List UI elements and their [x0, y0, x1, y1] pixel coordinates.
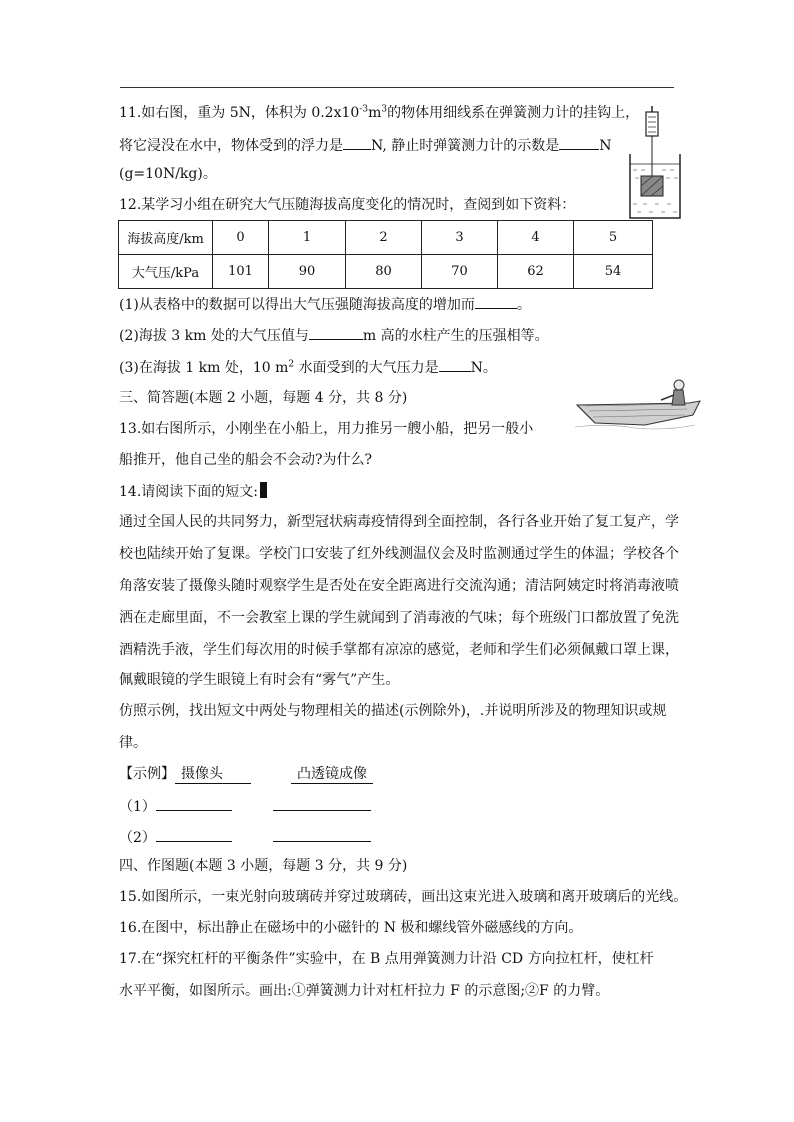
table-cell: 1 [269, 221, 346, 255]
q12-part3-text2: 水面受到的大气压力是 [294, 360, 439, 376]
q14-passage-3: 角落安装了摄像头随时观察学生是否处在安全距离进行交流沟通；清洁阿姨定时将消毒液喷 [119, 578, 679, 594]
section-3-heading: 三、简答题(本题 2 小题，每题 4 分，共 8 分) [119, 390, 408, 406]
q11-blank-reading[interactable] [559, 135, 599, 150]
q12-blank-1[interactable] [475, 294, 517, 309]
item-1-label: （1） [119, 799, 156, 815]
q12-part2 [119, 325, 549, 345]
q12-part1 [119, 294, 531, 314]
q12-part3-end: N。 [470, 360, 497, 376]
q14-instruction-1: 仿照示例，找出短文中两处与物理相关的描述(示例除外)，.并说明所涉及的物理知识或规 [119, 703, 667, 719]
q14-item-2 [119, 827, 371, 847]
table-cell: 2 [346, 221, 422, 255]
q12-part2-end: m 高的水柱产生的压强相等。 [362, 328, 549, 344]
q12-part1-text: (1)从表格中的数据可以得出大气压强随海拔高度的增加而 [119, 297, 475, 313]
q12-part3 [119, 357, 497, 377]
q14-instruction-2: 律。 [119, 735, 147, 751]
boat-figure [575, 375, 705, 433]
example-answer-b: 凸透镜成像 [291, 765, 373, 784]
q14-passage-5: 酒精洗手液，学生们每次用的时候手掌都有凉凉的感觉，老师和学生们必须佩戴口罩上课， [119, 642, 679, 658]
table-cell: 101 [213, 255, 269, 289]
answer-blank-1b[interactable] [273, 796, 371, 811]
q11-blank-buoyancy[interactable] [343, 135, 371, 150]
q16: 16.在图中，标出静止在磁场中的小磁针的 N 极和螺线管外磁感线的方向。 [119, 920, 583, 936]
q13-line1: 13.如右图所示，小刚坐在小船上，用力推另一艘小船，把另一般小 [119, 421, 534, 437]
q12-part2-text: (2)海拔 3 km 处的大气压值与 [119, 328, 309, 344]
table-cell: 70 [422, 255, 498, 289]
q12-blank-2[interactable] [309, 325, 363, 340]
q13-line2: 船推开，他自己坐的船会不会动?为什么? [119, 452, 373, 468]
q11-text3: 将它浸没在水中，物体受到的浮力是 [119, 138, 343, 154]
answer-blank-1a[interactable] [156, 796, 232, 811]
q12-exponent: 2 [288, 359, 295, 370]
table-row [119, 221, 653, 255]
section-4-heading: 四、作图题(本题 3 小题，每题 3 分，共 9 分) [119, 858, 408, 874]
q11-line1 [119, 104, 639, 122]
header-rule [120, 87, 674, 88]
table-cell: 62 [498, 255, 574, 289]
answer-blank-2b[interactable] [273, 827, 371, 842]
q11-text5: N [599, 138, 612, 154]
table-cell: 5 [574, 221, 653, 255]
q14-passage-1: 通过全国人民的共同努力，新型冠状病毒疫情得到全面控制，各行各业开始了复工复产，学 [119, 514, 679, 530]
item-2-label: （2） [119, 830, 156, 846]
q14-passage-4: 洒在走廊里面，不一会教室上课的学生就闻到了消毒液的气味；每个班级门口都放置了免洗 [119, 610, 679, 626]
table-cell: 大气压/kPa [119, 255, 213, 289]
q11-text: 11.如右图，重为 5N，体积为 0.2x10 [119, 105, 360, 121]
q17-line1: 17.在“探究杠杆的平衡条件”实验中，在 B 点用弹簧测力计沿 CD 方向拉杠杆，使杠杆 [119, 951, 654, 967]
table-cell: 0 [213, 221, 269, 255]
text-cursor [260, 482, 267, 498]
q12-part3-text: (3)在海拔 1 km 处，10 m [119, 360, 289, 376]
table-cell: 3 [422, 221, 498, 255]
q12-part1-end: 。 [516, 297, 531, 313]
q11-unit: m [368, 105, 382, 121]
q17-line2: 水平平衡，如图所示。画出:①弹簧测力计对杠杆拉力 F 的示意图;②F 的力臂。 [119, 983, 610, 999]
q14-line1 [119, 482, 267, 501]
q14-title: 14.请阅读下面的短文: [119, 484, 258, 500]
q14-item-1 [119, 796, 371, 816]
q11-line2 [119, 135, 612, 155]
q12-blank-3[interactable] [439, 357, 471, 372]
spring-scale-beaker-figure [624, 104, 684, 222]
q14-example [119, 765, 373, 784]
q11-exponent2: 3 [381, 104, 388, 115]
q14-passage-2: 校也陆续开始了复课。学校门口安装了红外线测温仪会及时监测通过学生的体温；学校各个 [119, 546, 679, 562]
q11-line3: (g=10N/kg)。 [119, 166, 217, 182]
example-label: 【示例】 [119, 766, 175, 782]
table-cell: 4 [498, 221, 574, 255]
q11-text4: N, 静止时弹簧测力计的示数是 [371, 138, 560, 154]
table-cell: 80 [346, 255, 422, 289]
q12-intro: 12.某学习小组在研究大气压随海拔高度变化的情况时，查阅到如下资料： [119, 197, 576, 213]
q15: 15.如图所示，一束光射向玻璃砖并穿过玻璃砖，画出这束光进入玻璃和离开玻璃后的光线。 [119, 889, 688, 905]
table-cell: 54 [574, 255, 653, 289]
table-cell: 海拔高度/km [119, 221, 213, 255]
table-row [119, 255, 653, 289]
answer-blank-2a[interactable] [156, 827, 232, 842]
altitude-pressure-table [118, 220, 653, 289]
q14-passage-6: 佩戴眼镜的学生眼镜上有时会有“雾气”产生。 [119, 672, 400, 688]
q11-text2: 的物体用细线系在弹簧测力计的挂钩上， [387, 105, 640, 121]
q11-exponent: -3 [359, 104, 369, 115]
example-answer-a: 摄像头 [175, 765, 251, 784]
table-cell: 90 [269, 255, 346, 289]
